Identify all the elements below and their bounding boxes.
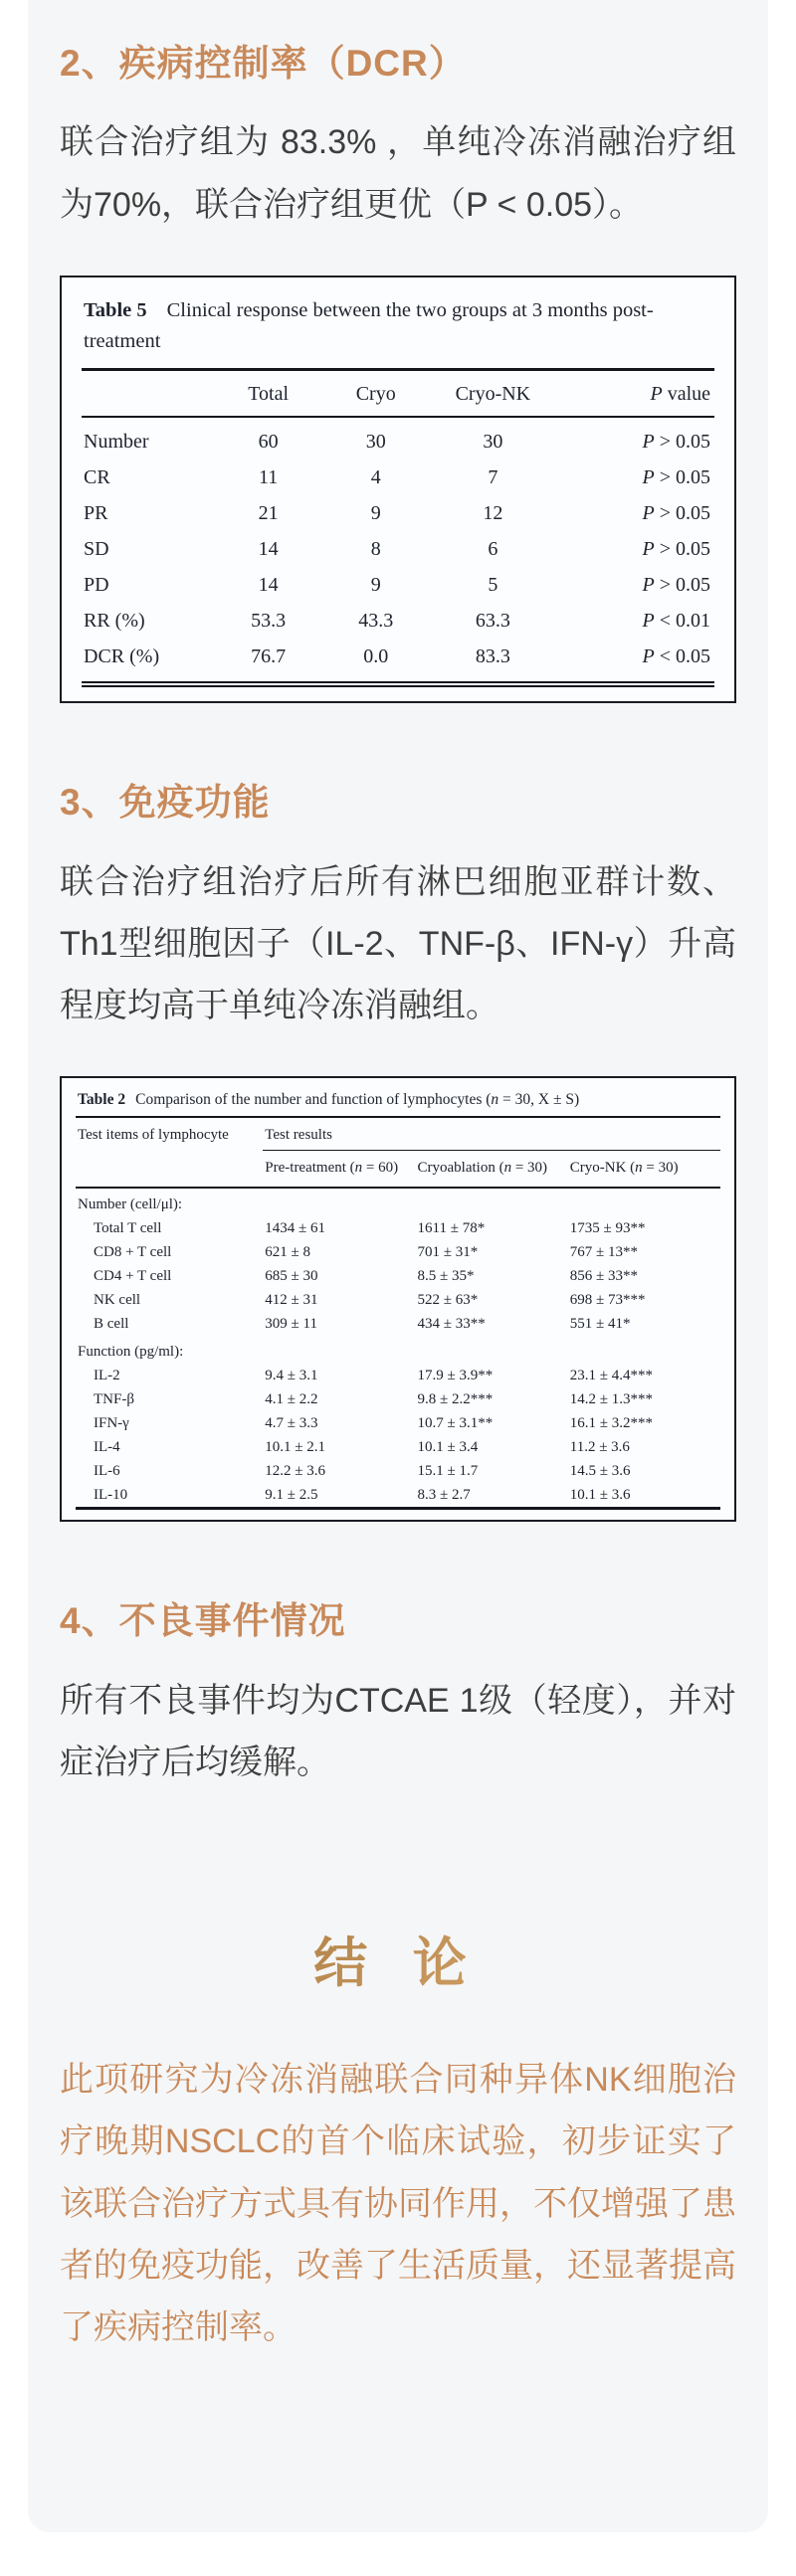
- table2-cell: 10.1 ± 2.1: [265, 1439, 326, 1456]
- conclusion-paragraph: 此项研究为冷冻消融联合同种异体NK细胞治疗晚期NSCLC的首个临床试验，初步证实了该联合治疗方式具有协同作用，不仅增强了患者的免疫功能，改善了生活质量，还显著提高了疾病控制率。: [60, 2061, 736, 2347]
- table2-row-label: IL-10: [94, 1487, 128, 1504]
- table2-section-row: [76, 1188, 720, 1216]
- table2-row: [76, 1240, 720, 1264]
- table2-cell: 1434 ± 61: [265, 1220, 326, 1237]
- table5-row: [82, 603, 714, 639]
- table2-sub-header: Cryo-NK (n = 30): [568, 1151, 720, 1189]
- table2-row: [76, 1435, 720, 1459]
- section-dcr-heading: 2、疾病控制率（DCR）: [60, 43, 467, 84]
- table5-cell: P > 0.05: [642, 466, 710, 489]
- table2-row-label: TNF-β: [94, 1391, 134, 1408]
- table5-caption-label: Table 5: [84, 298, 147, 321]
- table5-cell: 4: [370, 466, 381, 489]
- table5-row-label: PR: [84, 502, 108, 525]
- table5-cell: 76.7: [251, 645, 287, 668]
- table2-group-header: Test results: [263, 1118, 720, 1151]
- table5-row: [82, 531, 714, 567]
- table2-row-label: B cell: [94, 1316, 129, 1333]
- table2-cell: 309 ± 11: [265, 1316, 317, 1333]
- table2-caption-label: Table 2: [78, 1091, 126, 1109]
- table5-cell: 8: [370, 538, 381, 561]
- table5-col-header: Total: [215, 370, 322, 418]
- section-immune-heading: 3、免疫功能: [60, 782, 271, 824]
- table2-body: [76, 1188, 720, 1509]
- table2-section-row: [76, 1336, 720, 1364]
- table2-cell: 522 ± 63*: [417, 1292, 479, 1309]
- table2-cell: 856 ± 33**: [569, 1268, 638, 1285]
- table2-cell: 8.3 ± 2.7: [417, 1487, 471, 1504]
- table5-col-header: Cryo: [322, 370, 430, 418]
- table5-cell: 14: [258, 574, 279, 597]
- table2-cell: 10.7 ± 3.1**: [417, 1415, 494, 1432]
- table2-row-label: Total T cell: [94, 1220, 162, 1237]
- table5: [82, 368, 714, 687]
- table2-cell: 1735 ± 93**: [569, 1220, 646, 1237]
- table5-row-label: CR: [84, 466, 110, 489]
- table5-cell: 9: [370, 502, 381, 525]
- table5-row: [82, 567, 714, 603]
- table2-cell: 434 ± 33**: [417, 1316, 486, 1333]
- table2-cell: 14.2 ± 1.3***: [569, 1391, 653, 1408]
- table2-row-label: CD4 + T cell: [94, 1268, 172, 1285]
- section-immune-paragraph: 联合治疗组治疗后所有淋巴细胞亚群计数、Th1型细胞因子（IL-2、TNF-β、IFN-γ）升高程度均高于单纯冷冻消融组。: [60, 862, 736, 1025]
- section-adverse-heading: 4、不良事件情况: [60, 1600, 346, 1642]
- table5-col-header: P value: [556, 370, 714, 418]
- table5-caption: [82, 291, 714, 369]
- table2-cell: 621 ± 8: [265, 1244, 311, 1261]
- table2-cell: 767 ± 13**: [569, 1244, 638, 1261]
- table5-row: [82, 495, 714, 531]
- conclusion-title: 结 论: [60, 1921, 736, 1997]
- table5-cell: 7: [488, 466, 498, 489]
- table2-cell: 10.1 ± 3.6: [569, 1487, 631, 1504]
- table5-cell: 21: [258, 502, 279, 525]
- table2: [76, 1118, 720, 1510]
- table5-cell: 11: [258, 466, 279, 489]
- table5-col-header: Cryo-NK: [430, 370, 556, 418]
- table5-cell: P > 0.05: [642, 502, 710, 525]
- table2-row: [76, 1264, 720, 1288]
- table5-cell: 53.3: [251, 610, 287, 633]
- table2-sub-header: Cryoablation (n = 30): [416, 1151, 568, 1189]
- table2-cell: 4.7 ± 3.3: [265, 1415, 318, 1432]
- table5-row: [82, 460, 714, 495]
- table5-cell: 30: [483, 431, 503, 454]
- section-adverse-paragraph: 所有不良事件均为CTCAE 1级（轻度），并对症治疗后均缓解。: [60, 1681, 736, 1781]
- table5-col-header: [82, 370, 215, 418]
- table2-row: [76, 1387, 720, 1411]
- table2-row-label: IFN-γ: [94, 1415, 129, 1432]
- table2-row: [76, 1288, 720, 1312]
- table2-row-label: IL-6: [94, 1463, 120, 1480]
- table2-row: [76, 1411, 720, 1435]
- table2-cell: 10.1 ± 3.4: [417, 1439, 479, 1456]
- table2-cell: 9.4 ± 3.1: [265, 1368, 318, 1384]
- table2-row: [76, 1216, 720, 1240]
- table5-cell: 83.3: [475, 645, 510, 668]
- table2-row: [76, 1312, 720, 1336]
- table2-cell: 4.1 ± 2.2: [265, 1391, 318, 1408]
- table2-row: [76, 1364, 720, 1387]
- table5-cell: 43.3: [358, 610, 394, 633]
- table2-section-label: Number (cell/μl):: [78, 1196, 183, 1213]
- table5-cell: 5: [488, 574, 498, 597]
- table2-cell: 23.1 ± 4.4***: [569, 1368, 653, 1384]
- table2-header: [76, 1118, 720, 1188]
- table2-row-label: CD8 + T cell: [94, 1244, 172, 1261]
- table5-cell: 6: [488, 538, 498, 561]
- table5-cell: 30: [365, 431, 386, 454]
- table2-cell: 685 ± 30: [265, 1268, 318, 1285]
- table2-cell: 412 ± 31: [265, 1292, 318, 1309]
- table5-cell: 0.0: [363, 645, 389, 668]
- table5-row-label: SD: [84, 538, 109, 561]
- table2-cell: 11.2 ± 3.6: [569, 1439, 630, 1456]
- table5-cell: P > 0.05: [642, 574, 710, 597]
- section-dcr-paragraph: 联合治疗组为 83.3% ，单纯冷冻消融治疗组为70%，联合治疗组更优（P < 0.05）。: [60, 123, 736, 224]
- table5-header: [82, 370, 714, 418]
- table2-row-label: IL-4: [94, 1439, 120, 1456]
- table2-cell: 15.1 ± 1.7: [417, 1463, 479, 1480]
- table5-row-label: PD: [84, 574, 109, 597]
- table2-cell: 8.5 ± 35*: [417, 1268, 475, 1285]
- table2-caption-text: Comparison of the number and function of lymphocytes (n = 30, X ± S): [135, 1091, 580, 1109]
- table5-cell: P < 0.01: [642, 610, 710, 633]
- table2-cell: 16.1 ± 3.2***: [569, 1415, 653, 1432]
- table2-group-header-row: [76, 1118, 720, 1151]
- table2-sub-header: Pre-treatment (n = 60): [263, 1151, 415, 1189]
- table5-row-label: Number: [84, 431, 149, 454]
- table2-row-label: IL-2: [94, 1368, 120, 1384]
- table2-section-label: Function (pg/ml):: [78, 1344, 184, 1361]
- table5-row-label: DCR (%): [84, 645, 160, 668]
- table2-cell: 9.8 ± 2.2***: [417, 1391, 494, 1408]
- table2-caption: [76, 1088, 720, 1118]
- table2-cell: 12.2 ± 3.6: [265, 1463, 326, 1480]
- table5-cell: 12: [483, 502, 503, 525]
- table2-row-label: NK cell: [94, 1292, 141, 1309]
- table5-cell: 63.3: [475, 610, 510, 633]
- table2-row: [76, 1459, 720, 1483]
- table5-cell: 60: [258, 431, 279, 454]
- table2-cell: 14.5 ± 3.6: [569, 1463, 631, 1480]
- table2-cell: 701 ± 31*: [417, 1244, 479, 1261]
- table2-cell: 9.1 ± 2.5: [265, 1487, 318, 1504]
- table5-caption-text: Clinical response between the two groups at 3 months post-treatment: [84, 298, 654, 352]
- table5-row: [82, 417, 714, 460]
- table5-figure: [60, 276, 736, 704]
- table2-row: [76, 1483, 720, 1509]
- table5-header-row: [82, 370, 714, 418]
- table2-cell: 1611 ± 78*: [417, 1220, 486, 1237]
- table5-cell: P > 0.05: [642, 431, 710, 454]
- table2-cell: 698 ± 73***: [569, 1292, 646, 1309]
- table2-figure: [60, 1076, 736, 1522]
- table5-row: [82, 639, 714, 684]
- table2-cell: 17.9 ± 3.9**: [417, 1368, 494, 1384]
- table5-cell: 9: [370, 574, 381, 597]
- table5-row-label: RR (%): [84, 610, 145, 633]
- table2-cell: 551 ± 41*: [569, 1316, 631, 1333]
- table5-cell: 14: [258, 538, 279, 561]
- article-card: [28, 0, 768, 2532]
- table2-col1-header: Test items of lymphocyte: [76, 1118, 263, 1188]
- table5-cell: P > 0.05: [642, 538, 710, 561]
- table5-cell: P < 0.05: [642, 645, 710, 668]
- table5-body: [82, 417, 714, 684]
